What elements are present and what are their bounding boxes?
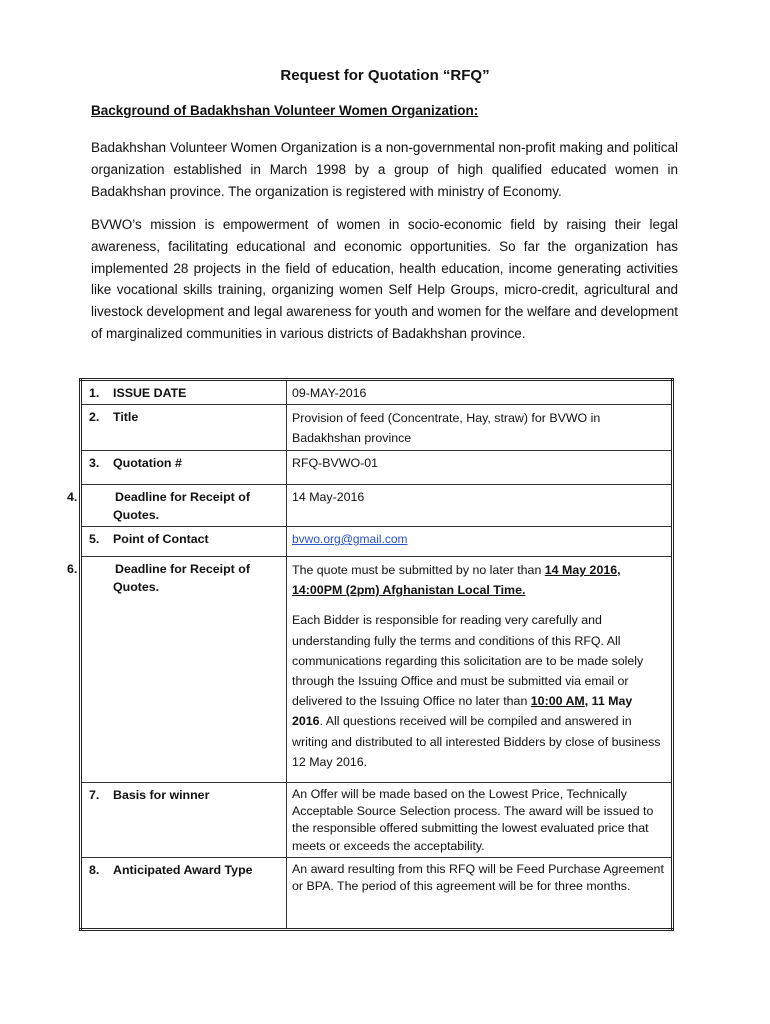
bidder-instructions-text: Each Bidder is responsible for reading very carefully and understanding fully the terms and conditions of this RFQ. All communications regarding this solicitation are to be made solely through the Issuing Office and must be submitted via email or delivered to the Issuing Office no later than 10:00 AM, 11 May 2016. All questions received will be compiled and answered in writing and distributed to all interested Bidders by close of business 12 May 2016. [292, 613, 661, 769]
row-label: 3. Quotation # [81, 451, 287, 485]
table-row [81, 783, 673, 858]
table-row [81, 451, 673, 485]
award-type-value: An award resulting from this RFQ will be Feed Purchase Agreement or BPA. The period of this agreement will be for three months. [287, 857, 673, 929]
point-of-contact-value [287, 527, 673, 557]
submission-deadline-text: The quote must be submitted by no later than 14 May 2016, 14:00PM (2pm) Afghanistan Local Time. [292, 563, 621, 598]
contact-email-link[interactable]: bvwo.org@gmail.com [292, 532, 408, 546]
title-value: Provision of feed (Concentrate, Hay, straw) for BVWO in Badakhshan province [287, 405, 673, 451]
row-label: 4. Deadline for Receipt of Quotes. [81, 485, 287, 527]
row-label: 5. Point of Contact [81, 527, 287, 557]
table-row [81, 557, 673, 783]
table-row [81, 380, 673, 405]
table-row [81, 527, 673, 557]
deadline-details-value [287, 557, 673, 783]
rfq-details-table [67, 378, 674, 931]
background-paragraph: Badakhshan Volunteer Women Organization is a non-governmental non-profit making and political organization established in March 1998 by a group of high qualified educated women in Badakhshan province. The organization is registered with ministry of Economy. [91, 140, 678, 199]
deadline-date-value: 14 May-2016 [287, 485, 673, 527]
row-label: 6. Deadline for Receipt of Quotes. [81, 557, 287, 783]
quotation-number-value: RFQ-BVWO-01 [287, 451, 673, 485]
mission-paragraph: BVWO’s mission is empowerment of women in socio-economic field by raising their legal awareness, facilitating educational and economic opportunities. So far the organization has implemented 28 projects in the field of education, health education, income generating activities like vocational skills training, organizing women Self Help Groups, micro-credit, agricultural and livestock development and legal awareness for youth and women for the welfare and development of marginalized communities in various districts of Badakhshan province. [91, 217, 678, 341]
row-label: 1. ISSUE DATE [81, 380, 287, 405]
table-row [81, 485, 673, 527]
basis-for-winner-value: An Offer will be made based on the Lowest Price, Technically Acceptable Source Selection process. The award will be issued to the responsible offered submitting the lowest evaluated price that meets or exceeds the acceptability. [287, 783, 673, 858]
row-label: 7. Basis for winner [81, 783, 287, 858]
issue-date-value: 09-MAY-2016 [287, 380, 673, 405]
row-label: 8. Anticipated Award Type [81, 857, 287, 929]
table-row [81, 857, 673, 929]
document-title: Request for Quotation “RFQ” [280, 67, 490, 84]
table-row [81, 405, 673, 451]
background-heading: Background of Badakhshan Volunteer Women Organization: [91, 103, 479, 118]
row-label: 2. Title [81, 405, 287, 451]
